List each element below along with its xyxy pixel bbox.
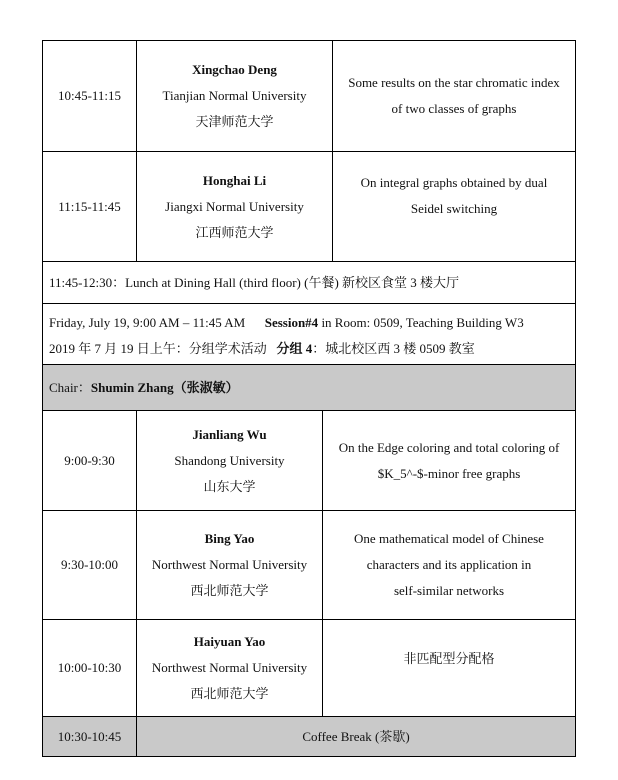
speaker-cell (136, 620, 322, 716)
talk-title-line: of two classes of graphs (391, 101, 517, 116)
speaker-affiliation: Northwest Normal University (151, 557, 308, 572)
talk-title-line: On the Edge coloring and total coloring of (338, 439, 560, 455)
talk-title-line: characters and its application in (366, 557, 532, 572)
time-cell: 9:30-10:00 (60, 557, 119, 572)
session-date-en: Friday, July 19, 9:00 AM – 11:45 AM (49, 315, 246, 330)
talk-title-line: One mathematical model of Chinese (354, 531, 544, 546)
session-date-cn: 2019 年 7 月 19 日上午：分组学术活动 (49, 341, 267, 356)
talk-title-cell (322, 411, 575, 510)
session-room-cn: ：城北校区西 3 楼 0509 教室 (312, 341, 475, 356)
speaker-name: Bing Yao (204, 531, 255, 546)
speaker-cell (136, 41, 332, 151)
speaker-name: Haiyuan Yao (193, 634, 266, 649)
break-label: Coffee Break (茶歇) (136, 717, 575, 756)
speaker-affiliation-cn: 西北师范大学 (190, 686, 269, 701)
time-cell: 9:00-9:30 (64, 452, 115, 468)
speaker-affiliation-cn: 天津师范大学 (195, 114, 274, 129)
speaker-affiliation: Shandong University (174, 452, 285, 468)
chair-text (49, 375, 569, 401)
talk-title-line: On integral graphs obtained by dual (360, 175, 548, 190)
speaker-cell (136, 411, 322, 510)
chair-label: Chair： (49, 380, 91, 395)
speaker-name: Jianliang Wu (192, 426, 267, 442)
session-info-row (42, 304, 576, 365)
lunch-row (42, 262, 576, 304)
talk-title-line: Seidel switching (410, 201, 498, 216)
chair-name: Shumin Zhang（张淑敏） (90, 380, 239, 395)
speaker-affiliation: Jiangxi Normal University (165, 198, 304, 214)
session-line-en (49, 310, 569, 336)
time-cell: 10:30-10:45 (57, 728, 122, 744)
speaker-cell (136, 152, 332, 261)
speaker-affiliation-cn: 江西师范大学 (195, 224, 274, 240)
talk-title-cell (322, 511, 575, 619)
table-row (42, 40, 576, 152)
talk-title-cell (332, 152, 575, 261)
chair-row (42, 365, 576, 411)
time-cell: 10:45-11:15 (57, 88, 122, 103)
session-group-cn: 分组 4 (276, 341, 313, 356)
speaker-affiliation: Tianjian Normal University (162, 88, 307, 103)
talk-title-line: self-similar networks (393, 583, 505, 598)
table-row (42, 620, 576, 717)
talk-title-cell (332, 41, 575, 151)
session-line-cn (49, 336, 569, 362)
table-row (42, 411, 576, 511)
speaker-affiliation-cn: 山东大学 (203, 478, 256, 494)
lunch-text: 11:45-12:30：Lunch at Dining Hall (third floor) (午餐) 新校区食堂 3 楼大厅 (49, 275, 460, 290)
talk-title-line: 非匹配型分配格 (403, 651, 495, 666)
speaker-name: Xingchao Deng (192, 62, 277, 77)
speaker-cell (136, 511, 322, 619)
time-cell: 10:00-10:30 (57, 660, 122, 675)
speaker-name: Honghai Li (202, 172, 267, 188)
session-room-en: in Room: 0509, Teaching Building W3 (318, 315, 524, 330)
speaker-affiliation: Northwest Normal University (151, 660, 308, 675)
talk-title-cell (322, 620, 575, 716)
talk-title-line: $K_5^-$-minor free graphs (377, 465, 521, 481)
coffee-break-row (42, 717, 576, 757)
table-row (42, 152, 576, 262)
talk-title-line: Some results on the star chromatic index (348, 75, 560, 90)
time-cell: 11:15-11:45 (58, 198, 121, 214)
session-label: Session#4 (264, 315, 319, 330)
speaker-affiliation-cn: 西北师范大学 (190, 583, 269, 598)
table-row (42, 511, 576, 620)
